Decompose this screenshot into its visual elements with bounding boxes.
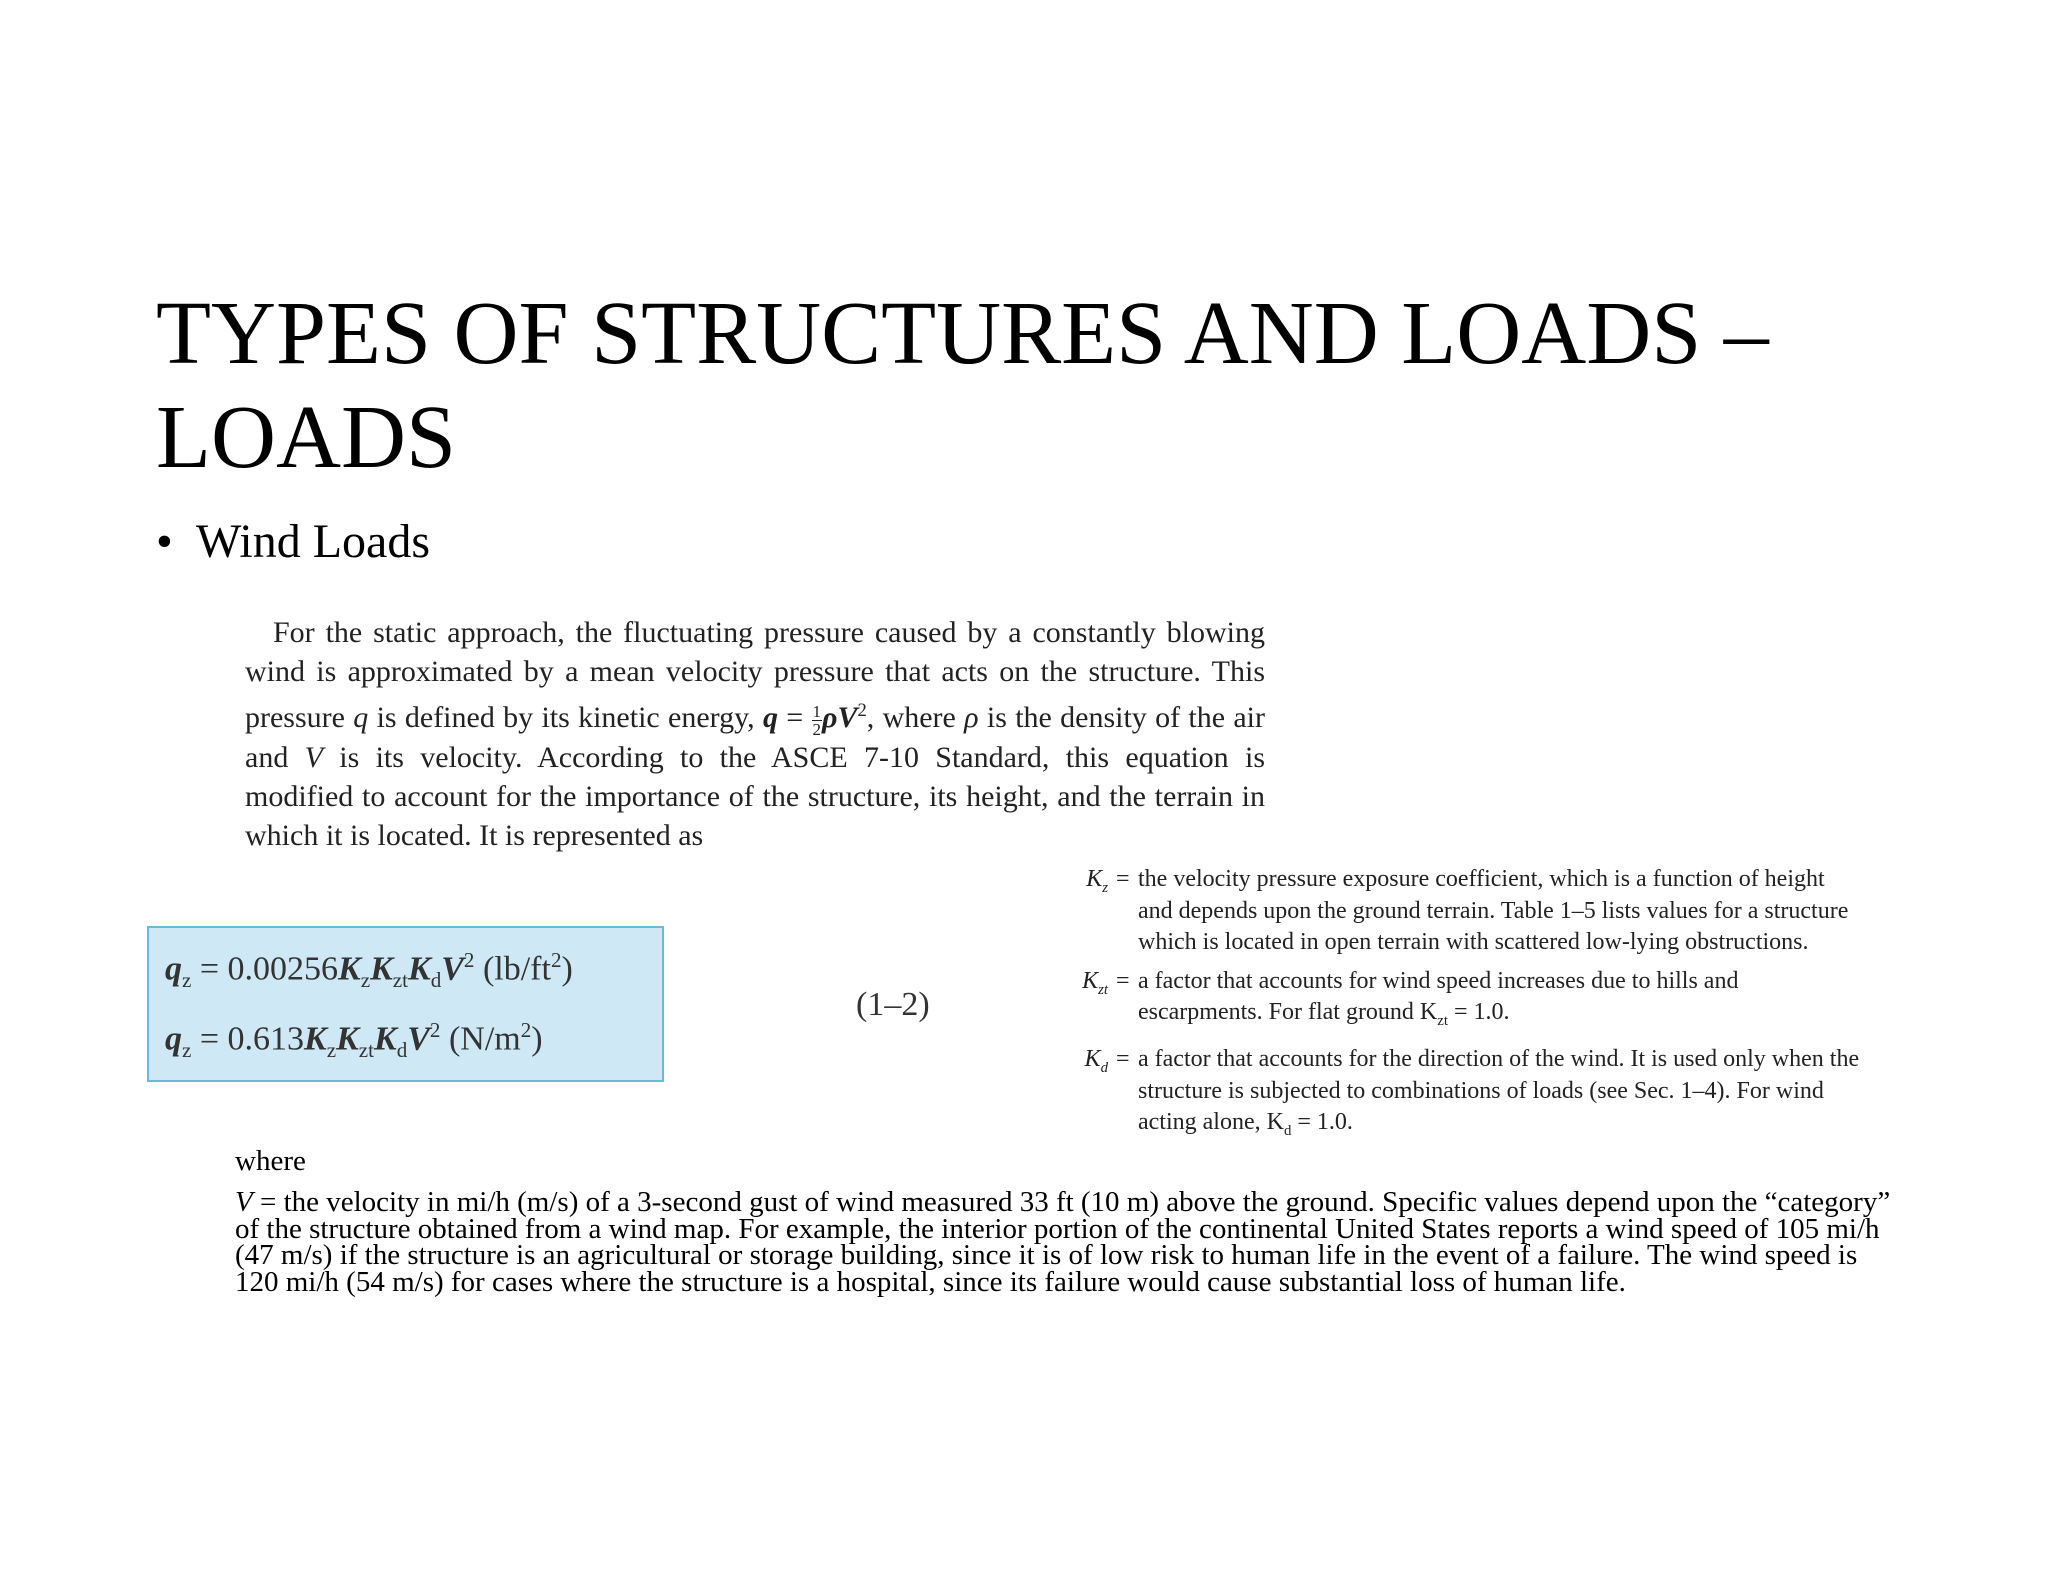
- definition-kz: $K_z$ = the velocity pressure exposure coefficient, which is a function of height and depends upon the ground terrain. Table 1–5 lists values for a structure which is located in open terrain with scattered low-lying obstructions.: [1086, 866, 1849, 955]
- equation-si: $q_z = 0.613K_zK_{zt}K_dV^2$ $(N/m^2)$: [165, 1018, 543, 1063]
- definitions-list: [1020, 864, 1860, 1155]
- definition-kzt: $K_{zt}$ = a factor that accounts for wind speed increases due to hills and escarpments. For flat ground $K_{zt} = 1.0$.: [1082, 967, 1739, 1029]
- bullet-dot-icon: •: [156, 515, 173, 568]
- where-label: where: [235, 1145, 306, 1177]
- equation-box: [147, 926, 664, 1082]
- equation-number: (1–2): [856, 986, 930, 1023]
- fraction-one-half: $\frac{1}{2}$: [812, 701, 821, 739]
- equation-imperial: $q_z = 0.00256K_zK_{zt}K_dV^2$ $(lb/ft^2)$: [165, 948, 573, 993]
- definition-kd: $K_d$ = a factor that accounts for the direction of the wind. It is used only when the structure is subjected to combinations of loads (see Sec. 1–4). For wind acting alone, $K_d = 1.0$.: [1084, 1046, 1860, 1140]
- bullet-label: Wind Loads: [196, 515, 431, 568]
- bullet-item: [156, 514, 430, 570]
- velocity-definition: V = the velocity in mi/h (m/s) of a 3-second gust of wind measured 33 ft (10 m) above the ground. Specific values depend upon the “category” of the structure obtained from a wind map. For example, the interior portion of the continental United States reports a wind speed of 105 mi/h (47 m/s) if the structure is an agricultural or storage building, since it is of low risk to human life in the event of a failure. The wind speed is 120 mi/h (54 m/s) for cases where the structure is a hospital, since its failure would cause substantial loss of human life.: [235, 1186, 1891, 1298]
- intro-paragraph: For the static approach, the fluctuating pressure caused by a constantly blowing wind is approximated by a mean velocity pressure that acts on the structure. This pressure q is defined by its kinetic energy, q = $\frac{1}{2}$ $\rho V^2$, where ρ is the density of the air and V is its velocity. According to the ASCE 7-10 Standard, this equation is modified to account for the importance of the structure, its height, and the terrain in which it is located. It is represented as: [245, 616, 1265, 852]
- slide-title: TYPES OF STRUCTURES AND LOADS – LOADS: [156, 284, 1769, 487]
